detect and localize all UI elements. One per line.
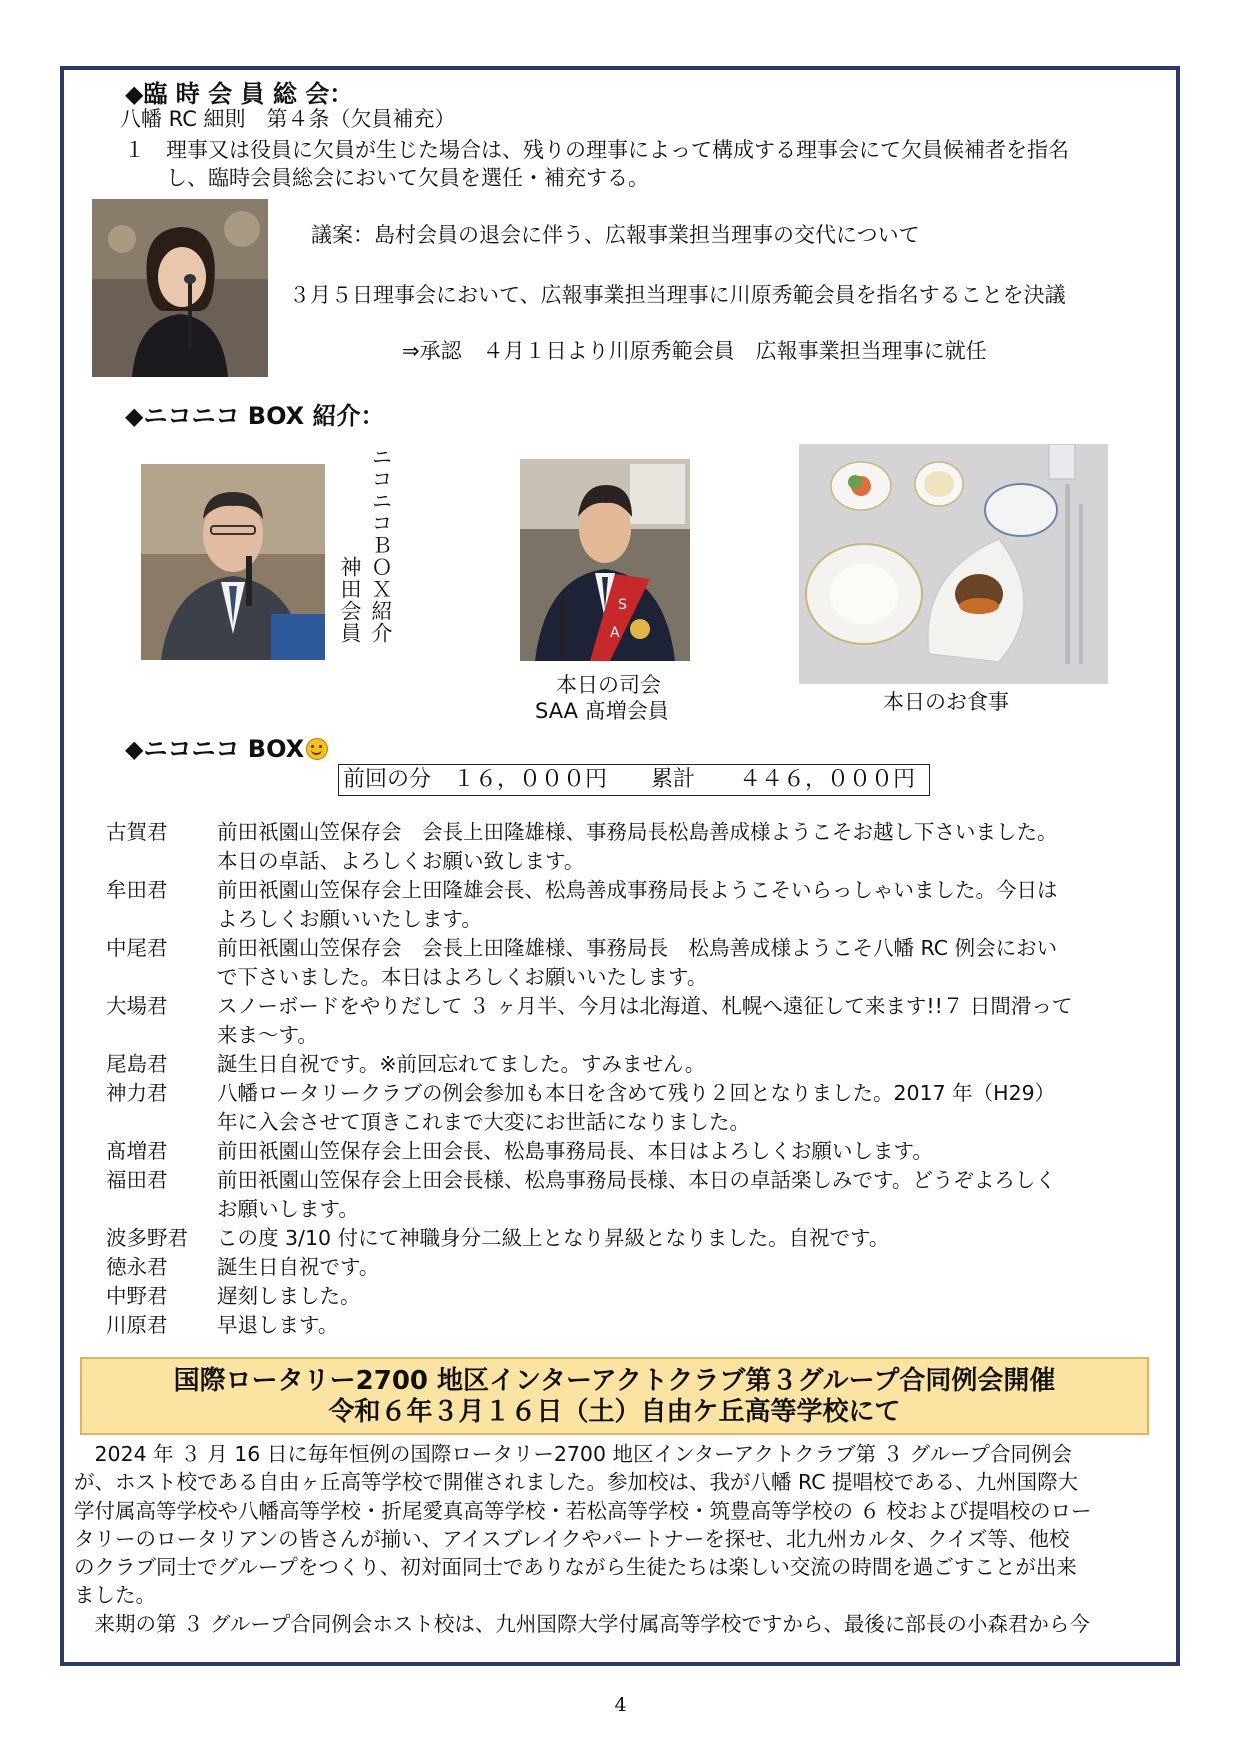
section-heading-nikoniko-box [125, 729, 328, 764]
nikoniko-intro-vertical-title: ニコニコＢＯＸ紹介 [369, 446, 393, 644]
list-item [106, 1137, 1146, 1166]
message-line: で下さいました。本日はよろしくお願いいたします。 [217, 965, 708, 989]
member-name: 徳永君 [106, 1255, 168, 1279]
board-decision-text: ３月５日理事会において、広報事業担当理事に川原秀範会員を指名することを決議 [289, 283, 1066, 307]
donation-summary-box: 前回の分 １６，０００円 累計 ４４６，０００円 [338, 764, 930, 796]
meal-caption: 本日のお食事 [883, 690, 1009, 714]
member-name: 波多野君 [106, 1226, 188, 1250]
bylaw-item-number: １ [124, 138, 145, 162]
message-line: 早退します。 [217, 1313, 339, 1337]
list-item [106, 876, 1146, 934]
list-item [106, 1079, 1146, 1137]
bylaw-reference: 八幡 RC 細則 第４条（欠員補充） [120, 107, 456, 131]
member-name: 中尾君 [106, 936, 168, 960]
mc-photo [520, 459, 690, 661]
message-line: よろしくお願いいたします。 [217, 907, 482, 931]
message-line: お願いします。 [217, 1197, 359, 1221]
page-number: 4 [614, 1694, 627, 1716]
list-item [106, 1224, 1146, 1253]
report-line: が、ホスト校である自由ヶ丘高等学校で開催されました。参加校は、我が八幡 RC 提唱校である、九州国際大 [74, 1470, 1079, 1495]
message-line: 前田祇園山笠保存会上田隆雄会長、松鳥善成事務局長ようこそいらっしゃいました。今日は [217, 878, 1058, 902]
report-line: ました。 [74, 1583, 156, 1608]
section-heading-nikoniko-intro: ◆ニコニコ BOX 紹介： [125, 402, 385, 430]
member-name: 古賀君 [106, 820, 168, 844]
svg-text:S: S [618, 597, 627, 613]
presenter-name-vertical: 神田会員 [338, 556, 362, 644]
member-name: 川原君 [106, 1313, 168, 1337]
list-item [106, 992, 1146, 1050]
report-line: タリーのロータリアンの皆さんが揃い、アイスブレイクやパートナーを探せ、北九州カルタ、クイズ等、他校 [74, 1526, 1070, 1551]
list-item [106, 1282, 1146, 1311]
list-item [106, 1253, 1146, 1282]
message-line: 前田祇園山笠保存会上田会長、松島事務局長、本日はよろしくお願いします。 [217, 1139, 933, 1163]
nikoniko-message-list [106, 818, 1146, 1340]
list-item [106, 1311, 1146, 1340]
member-name: 髙増君 [106, 1139, 168, 1163]
member-name: 尾島君 [106, 1052, 168, 1076]
report-line: 来期の第 ３ グループ合同例会ホスト校は、九州国際大学付属高等学校ですから、最後に部長の小森君から今 [74, 1611, 1090, 1636]
member-name: 福田君 [106, 1168, 168, 1192]
bylaw-item-line1: 理事又は役員に欠員が生じた場合は、残りの理事によって構成する理事会にて欠員候補者を指名 [166, 138, 1069, 162]
interact-meeting-banner [80, 1357, 1149, 1435]
member-name: 大場君 [106, 994, 168, 1018]
report-line: のクラブ同士でグループをつくり、初対面同士でありながら生徒たちは楽しい交流の時間を過ごすことが出来 [74, 1555, 1077, 1580]
message-line: 前田祇園山笠保存会上田会長様、松鳥事務局長様、本日の卓話楽しみです。どうぞよろしく [217, 1168, 1056, 1192]
report-line: 2024 年 ３ 月 16 日に毎年恒例の国際ロータリー2700 地区インターアクトクラブ第 ３ グループ合同例会 [74, 1442, 1073, 1466]
bylaw-item-line2: し、臨時会員総会において欠員を選任・補充する。 [166, 166, 649, 190]
section-heading-general-meeting: ◆臨 時 会 員 総 会： [125, 80, 354, 108]
message-line: 本日の卓話、よろしくお願い致します。 [217, 849, 585, 873]
banner-title: 国際ロータリー2700 地区インターアクトクラブ第３グループ合同例会開催 [173, 1366, 1056, 1396]
message-line: 年に入会させて頂きこれまで大変にお世話になりました。 [217, 1110, 750, 1134]
agenda-text: 議案：島村会員の退会に伴う、広報事業担当理事の交代について [311, 223, 920, 247]
message-line: この度 3/10 付にて神職身分二級上となり昇級となりました。自祝です。 [217, 1226, 890, 1250]
list-item [106, 934, 1146, 992]
message-line: 前田祇園山笠保存会 会長上田隆雄様、事務局長松島善成様ようこそお越し下さいました。 [217, 820, 1058, 844]
report-paragraph [74, 1440, 1164, 1638]
speaker-man-photo [141, 464, 325, 660]
approval-text: ⇒承認 ４月１日より川原秀範会員 広報事業担当理事に就任 [402, 339, 987, 363]
mc-caption-line1: 本日の司会 [556, 673, 661, 697]
mc-caption-line2: SAA 髙増会員 [535, 699, 669, 723]
meal-photo [799, 444, 1108, 684]
list-item [106, 1050, 1146, 1079]
list-item [106, 818, 1146, 876]
speaker-woman-photo [92, 199, 268, 377]
member-name: 牟田君 [106, 878, 168, 902]
message-line: 来ま～す。 [217, 1023, 318, 1047]
nikoniko-heading-text: ◆ニコニコ BOX [125, 735, 305, 763]
message-line: 遅刻しました。 [217, 1284, 361, 1308]
message-line: スノーボードをやりだして ３ ヶ月半、今月は北海道、札幌へ遠征して来ます!!７ 日間滑って [217, 994, 1073, 1018]
message-line: 前田祇園山笠保存会 会長上田隆雄様、事務局長 松鳥善成様ようこそ八幡 RC 例会におい [217, 936, 1058, 960]
report-line: 学付属高等学校や八幡高等学校・折尾愛真高等学校・若松高等学校・筑豊高等学校の ６ 校および提唱校のロー [74, 1498, 1092, 1523]
smiley-face-icon [306, 738, 328, 760]
list-item [106, 1166, 1146, 1224]
message-line: 誕生日自祝です。※前回忘れてました。すみません。 [217, 1052, 706, 1076]
banner-date-venue: 令和６年３月１６日（土）自由ケ丘高等学校にて [328, 1397, 901, 1427]
member-name: 中野君 [106, 1284, 168, 1308]
message-line: 八幡ロータリークラブの例会参加も本日を含めて残り２回となりました。2017 年（H29） [217, 1081, 1056, 1105]
message-line: 誕生日自祝です。 [217, 1255, 380, 1279]
member-name: 神力君 [106, 1081, 168, 1105]
svg-text:A: A [610, 625, 620, 641]
